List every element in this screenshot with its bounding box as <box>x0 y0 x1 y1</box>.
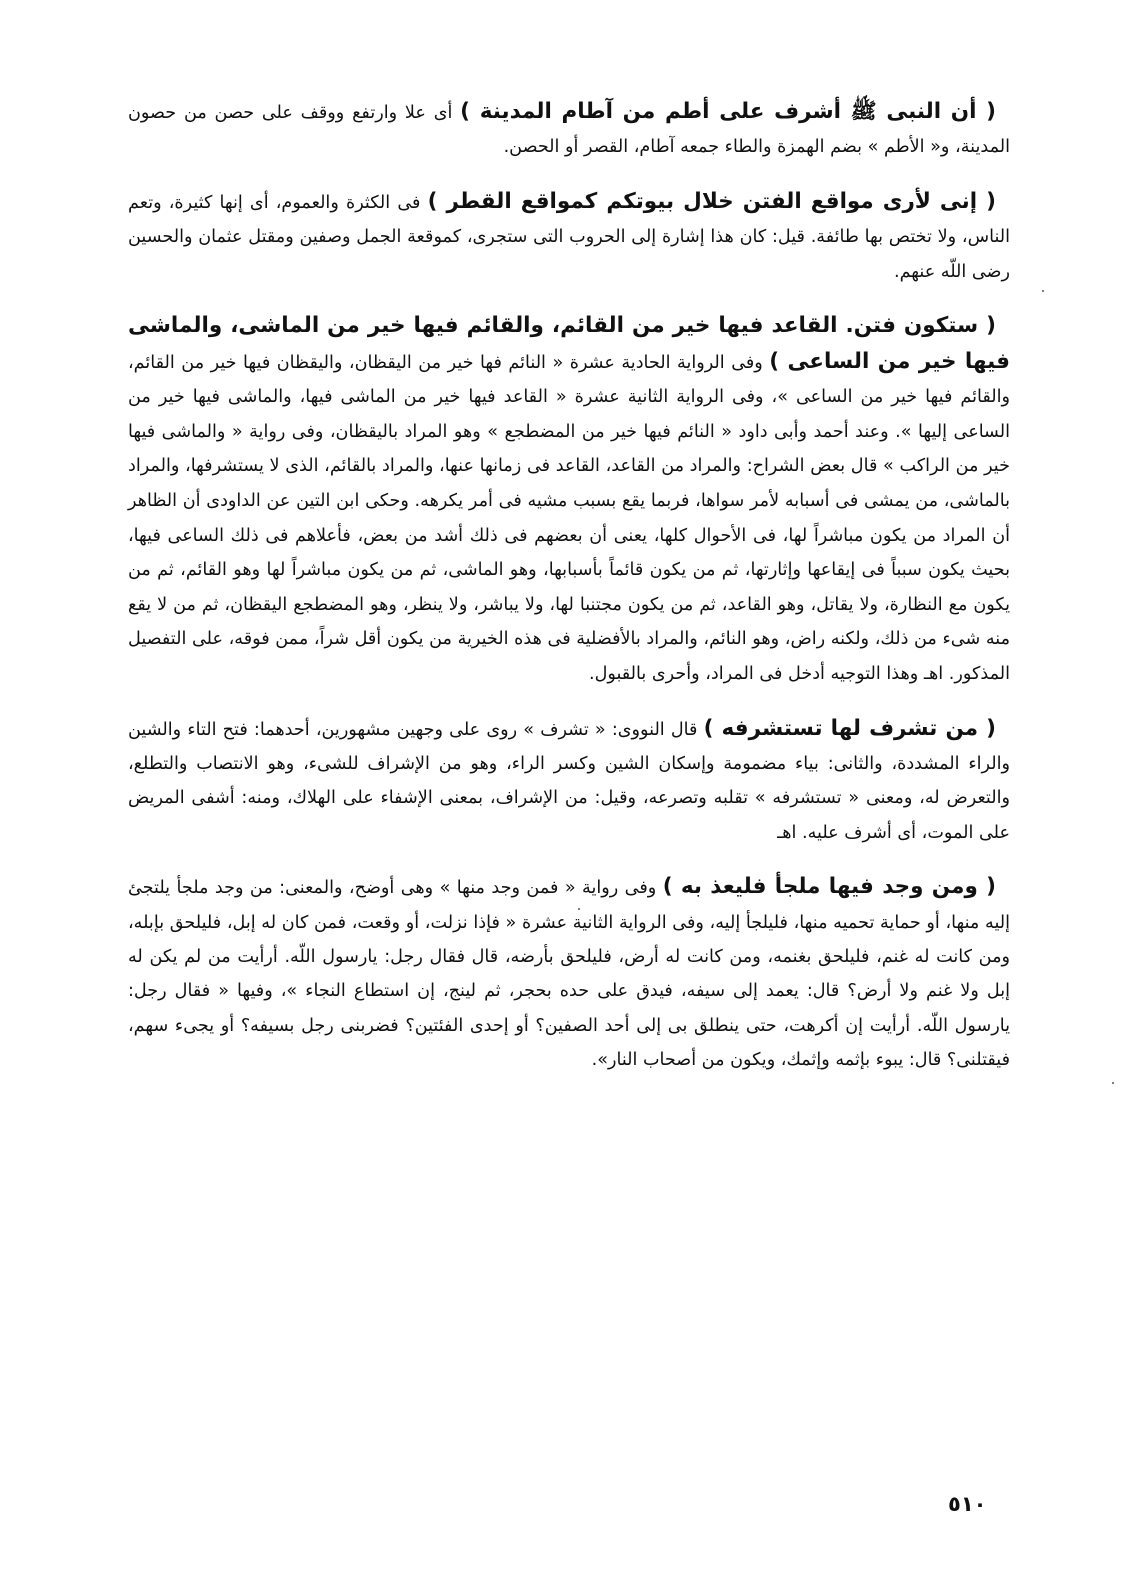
commentary-1: أى علا وارتفع ووقف على حصن من حصون المدينة، و« الأطم » بضم الهمزة والطاء جمعه آطام، القصر أو الحصن. <box>128 103 1010 158</box>
paragraph-4 <box>128 712 1010 851</box>
scan-speck <box>578 908 580 910</box>
commentary-4: قال النووى: « تشرف » روى على وجهين مشهورين، أحدهما: فتح التاء والشين والراء المشددة، والثانى: بياء مضمومة وإسكان الشين وكسر الراء، وهو من الإشراف للشىء، وهو الانتصاب والتطلع، والتعرض له، ومعنى « تستشرفه » تقلبه وتصرعه، وقيل: من الإشراف، بمعنى الإشفاء على الهلاك، ومنه: أشفى المريض على الموت، أى أشرف عليه. اهـ <box>128 719 1010 843</box>
lemma-5: ( ومن وجد فيها ملجأ فليعذ به ) <box>662 874 996 900</box>
page-number: ٥١٠ <box>948 1492 987 1516</box>
commentary-3: وفى الرواية الحادية عشرة « النائم فها خير من اليقظان، واليقظان فيها خير من القائم، والقائم فيها خير من الساعى »، وفى الرواية الثانية عشرة « القاعد فيها خير من الماشى فيها، والماشى فيها خير من الساعى إليها ». وعند أحمد وأبى داود « النائم فيها خير من المضطجع » وهو المراد باليقظان، وفى رواية « والماشى فيها خير من الراكب » قال بعض الشراح: والمراد من القاعد، القاعد فى زمانها عنها، والمراد بالقائم، الذى لا يستشرفها، والمراد بالماشى، من يمشى فى أسبابه لأمر سواها، فربما يقع بسبب مشيه فى أمر يكرهه. وحكى ابن التين عن الداودى أن الظاهر أن المراد من يكون مباشراً لها، فى الأحوال كلها، يعنى أن بعضهم فى ذلك أشد من بعض، فأعلاهم فى ذلك الساعى فيها، بحيث يكون سبباً فى إيقاعها وإثارتها، ثم من يكون قائماً بأسبابها، وهو الماشى، ثم من يكون مباشراً لها وهو القائم، ثم من يكون مع النظارة، ولا يقاتل، وهو القاعد، ثم من يكون مجتنبا لها، ولا يباشر، ولا ينظر، وهو المضطجع اليقظان، ثم من لا يقع منه شىء من ذلك، ولكنه راض، وهو النائم، والمراد بالأفضلية فى هذه الخيرية من يكون أقل شراً، ممن فوقه، على التفصيل المذكور. اهـ وهذا التوجيه أدخل فى المراد، وأحرى بالقبول. <box>128 352 1010 684</box>
scan-speck <box>1112 1082 1114 1084</box>
lemma-1: ( أن النبى ﷺ أشرف على أطم من آطام المدينة ) <box>460 99 996 124</box>
lemma-2: ( إنى لأرى مواقع الفتن خلال بيوتكم كمواقع القطر ) <box>427 188 997 214</box>
body-text <box>128 95 1010 1098</box>
commentary-2: فى الكثرة والعموم، أى إنها كثيرة، وتعم الناس، ولا تختص بها طائفة. قيل: كان هذا إشارة إلى الحروب التى ستجرى، كموقعة الجمل وصفين ومقتل عثمان والحسين رضى اللّه عنهم. <box>128 192 1010 282</box>
scan-speck <box>1042 290 1044 292</box>
lemma-3: ( ستكون فتن. القاعد فيها خير من القائم، والقائم فيها خير من الماشى، والماشى فيها خير من الساعى ) <box>128 313 1010 374</box>
commentary-5: وفى رواية « فمن وجد منها » وهى أوضح، والمعنى: من وجد ملجأ يلتجئ إليه منها، أو حماية تحميه منها، فليلجأ إليه، وفى الرواية الثانية عشرة « فإذا نزلت، أو وقعت، فمن كان له إبل، فليلحق بإبله، ومن كانت له غنم، فليلحق بغنمه، ومن كانت له أرض، فليلحق بأرضه، قال فقال رجل: يارسول اللّه. أرأيت من لم يكن له إبل ولا غنم ولا أرض؟ قال: يعمد إلى سيفه، فيدق على حده بحجر، ثم لينج، إن استطاع النجاء »، وفيها « فقال رجل: يارسول اللّه. أرأيت إن أكرهت، حتى ينطلق بى إلى أحد الصفين؟ أو إحدى الفئتين؟ فضربنى رجل بسيفه؟ أو يجىء سهم، فيقتلنى؟ قال: يبوء بإثمه وإثمك، ويكون من أصحاب النار». <box>128 878 1010 1071</box>
paragraph-2 <box>128 185 1010 289</box>
paragraph-3 <box>128 309 1010 692</box>
lemma-4: ( من تشرف لها تستشرفه ) <box>703 715 996 741</box>
paragraph-1 <box>128 95 1010 165</box>
paragraph-5 <box>128 870 1010 1077</box>
